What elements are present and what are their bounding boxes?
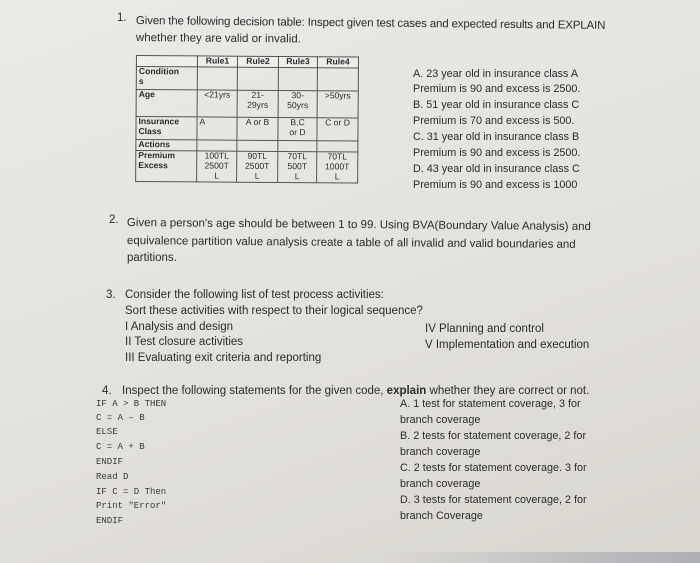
premium-rule2: 90TL [247,150,268,161]
q1-text-line2: whether they are valid or invalid. [135,32,301,46]
condition-label-cell [136,66,197,89]
q4-option-a-line1: A. 1 test for statement coverage, 3 for [400,398,581,410]
insurance-rule3-cell [278,117,317,140]
insurance-rule1: A [197,117,237,140]
tail-rule3: L [294,170,300,181]
case-a-line1: A. 23 year old in insurance class A [413,68,579,80]
q3-number: 3. [106,289,116,301]
q3-item-3: III Evaluating exit criteria and reporting [125,352,322,364]
q2-text-line1: Given a person's age should be between 1 to 99. Using BVA(Boundary Value Analysis) and [126,217,591,234]
q4-text [122,386,589,398]
decision-table [135,55,359,183]
excess-rule3: 500T [287,160,308,171]
age-label: Age [136,89,197,116]
q4-option-b-line1: B. 2 tests for statement coverage, 2 for [400,430,587,442]
q1-text-line1: Given the following decision table: Inspect given test cases and expected results and EXPLAIN [135,15,606,32]
case-a-line2: Premium is 90 and excess is 2500. [413,83,581,95]
q4-text-c: whether they are correct or not. [429,385,590,397]
table-header-rule4: Rule4 [317,57,358,68]
q4-option-a-line2: branch coverage [400,414,481,426]
premium-label: Premium [138,149,176,161]
q3-item-2: II Test closure activities [125,336,244,348]
code-line-9: ENDIF [96,516,124,526]
q3-text-line2: Sort these activities with respect to their logical sequence? [125,305,423,317]
age-rule2-a: 21- [251,89,264,100]
q2-text-line3: partitions. [127,252,177,264]
tail-rule2: L [254,170,260,181]
excess-rule2: 2500T [245,160,270,171]
excess-rule4: 1000T [325,160,350,172]
action-rule1-cell [197,151,237,182]
case-c-line1: C. 31 year old in insurance class B [413,131,580,143]
code-line-3: ELSE [96,427,118,437]
code-line-8: Print "Error" [96,501,167,511]
code-line-4: C = A + B [96,442,145,452]
code-line-6: Read D [96,472,129,482]
insurance-label-cell [136,116,197,139]
case-c-line2: Premium is 90 and excess is 2500. [413,147,581,159]
condition-label: Condition [138,65,180,77]
q4-text-a: Inspect the following statements for the given code, [122,385,384,397]
q4-text-explain: explain [386,385,427,397]
age-rule3-b: 50yrs [287,99,309,110]
condition-label-s: s [138,75,144,86]
tail-rule4: L [334,170,340,181]
code-line-1: IF A > B THEN [96,399,167,409]
age-rule4: >50yrs [317,91,358,118]
excess-rule1: 2500T [204,160,229,171]
age-rule2-b: 29yrs [247,99,269,110]
premium-excess-label-cell [136,150,197,181]
table-header-rule3: Rule3 [278,56,317,67]
bottom-edge-shadow [380,552,700,563]
q2-text-line2: equivalence partition value analysis create a table of all invalid and valid boundaries and [126,235,576,251]
age-rule3-cell [278,90,317,117]
q3-item-1: I Analysis and design [125,321,234,333]
q4-option-b-line2: branch coverage [400,446,481,458]
excess-label: Excess [138,159,168,170]
action-rule4-cell [317,152,358,183]
premium-rule1: 100TL [204,150,230,161]
case-d-line1: D. 43 year old in insurance class C [413,163,580,175]
tail-rule1: L [214,170,220,181]
insurance-rule3-b: or D [289,126,306,137]
code-line-7: IF C = D Then [96,487,167,497]
premium-rule4: 70TL [327,151,348,162]
q1-number: 1. [117,12,127,24]
table-header-rule1: Rule1 [197,56,237,67]
actions-label: Actions [136,139,197,150]
case-d-line2: Premium is 90 and excess is 1000 [413,179,578,191]
action-rule2-cell [237,151,278,182]
age-rule3-a: 30- [291,89,304,101]
case-b-line1: B. 51 year old in insurance class C [413,99,580,111]
table-header-rule2: Rule2 [237,56,278,67]
q4-option-d-line2: branch Coverage [400,510,483,522]
q4-option-c-line1: C. 2 tests for statement coverage. 3 for [400,462,587,474]
q4-option-c-line2: branch coverage [400,478,481,490]
q3-item-4: IV Planning and control [425,323,544,335]
premium-rule3: 70TL [287,150,308,161]
age-rule2-cell [237,90,278,117]
case-b-line2: Premium is 70 and excess is 500. [413,115,575,127]
insurance-rule3-a: B,C [290,116,305,128]
q3-text-line1: Consider the following list of test process activities: [125,289,384,301]
insurance-label: Insurance [138,115,180,127]
age-rule1: <21yrs [197,90,237,117]
insurance-label-class: Class [138,125,162,136]
insurance-rule4: C or D [317,118,358,141]
insurance-rule2: A or B [237,117,278,140]
q3-item-5: V Implementation and execution [425,339,590,351]
q4-number: 4. [102,385,112,397]
action-rule3-cell [278,151,317,182]
q2-number: 2. [109,214,119,226]
code-line-2: C = A – B [96,413,145,423]
q4-option-d-line1: D. 3 tests for statement coverage, 2 for [400,494,587,506]
code-line-5: ENDIF [96,457,124,467]
